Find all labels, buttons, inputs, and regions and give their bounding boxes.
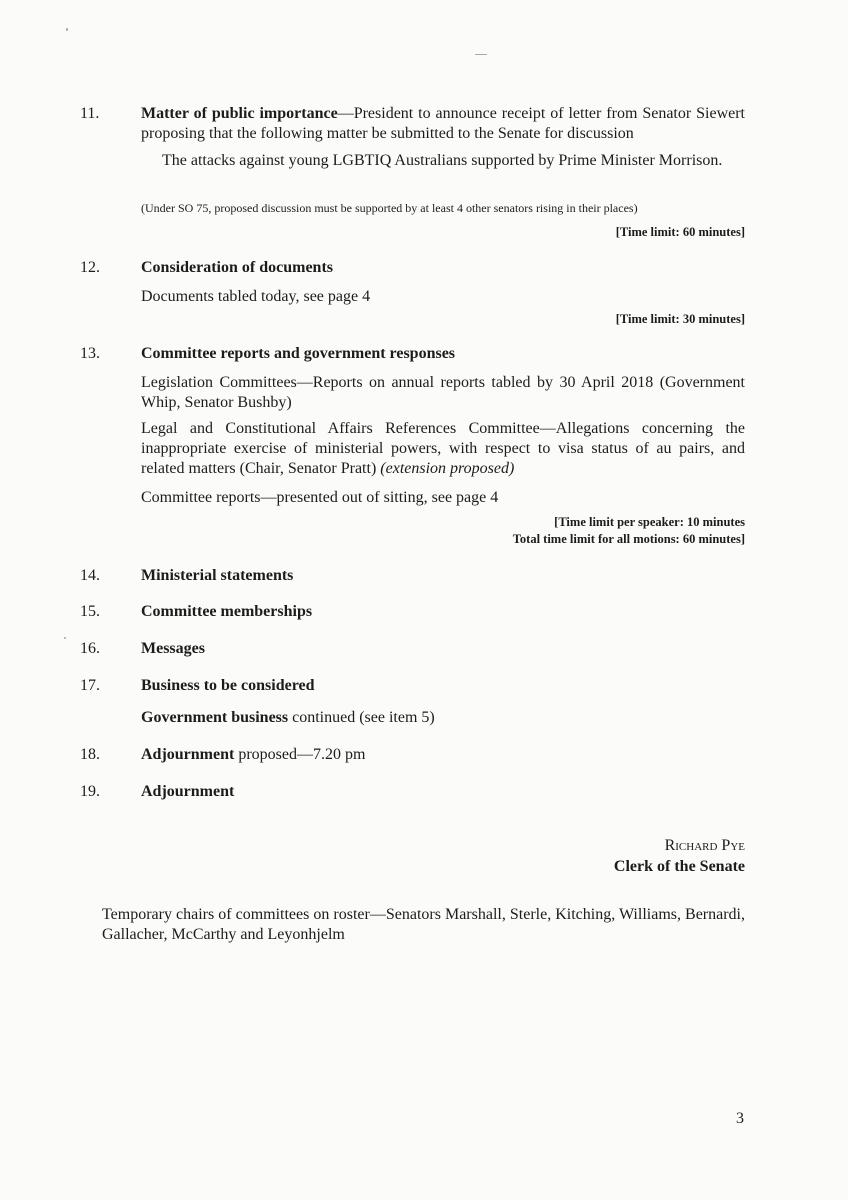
item-heading: Messages <box>141 640 205 657</box>
item-heading: Matter of public importance <box>141 105 338 122</box>
so-note: (Under SO 75, proposed discussion must be supported by at least 4 other senators rising in their places) <box>141 201 638 215</box>
item-number: 16. <box>80 640 100 657</box>
item-heading-rest: —President to announce receipt of letter from Senator Siewert proposing that the following matter be submitted to the Senate for discussion <box>141 105 745 142</box>
item-heading: Adjournment <box>141 783 235 800</box>
scan-speck <box>66 28 68 31</box>
item-heading-rest: proposed—7.20 pm <box>234 746 366 763</box>
scan-speck <box>475 54 487 55</box>
item-number: 14. <box>80 567 100 584</box>
para-italic: (extension proposed) <box>380 460 515 477</box>
signatory-title: Clerk of the Senate <box>613 858 745 875</box>
item-heading: Committee reports and government responses <box>141 345 456 362</box>
time-limit-line-2: Total time limit for all motions: 60 minutes] <box>512 532 745 546</box>
item-18-text <box>141 745 745 765</box>
committee-para-1: Legislation Committees—Reports on annual reports tabled by 30 April 2018 (Government Whip, Senator Bushby) <box>141 374 745 411</box>
item-heading: Consideration of documents <box>141 259 334 276</box>
item-heading: Ministerial statements <box>141 567 294 584</box>
signatory-name: Richard Pye <box>664 837 745 854</box>
item-number: 17. <box>80 677 100 694</box>
scan-speck <box>64 637 66 639</box>
sub-rest: continued (see item 5) <box>288 709 435 726</box>
item-number: 19. <box>80 783 100 800</box>
sub-bold: Government business <box>141 709 289 726</box>
time-limit <box>513 514 745 548</box>
committee-para-3: Committee reports—presented out of sitting, see page 4 <box>141 489 499 506</box>
item-heading: Adjournment <box>141 746 235 763</box>
item-number: 18. <box>80 746 100 763</box>
committee-para-2 <box>141 419 745 479</box>
item-number: 11. <box>80 105 100 122</box>
matter-text: The attacks against young LGBTIQ Australians supported by Prime Minister Morrison. <box>162 152 723 169</box>
item-subline <box>141 708 745 728</box>
roster-note: Temporary chairs of committees on roster—Senators Marshall, Sterle, Kitching, Williams, Bernardi, Gallacher, McCarthy and Leyonhjelm <box>102 906 745 943</box>
item-number: 13. <box>80 345 100 362</box>
time-limit: [Time limit: 30 minutes] <box>615 312 745 326</box>
item-number: 15. <box>80 603 100 620</box>
item-heading: Business to be considered <box>141 677 315 694</box>
time-limit: [Time limit: 60 minutes] <box>615 225 745 239</box>
item-heading: Committee memberships <box>141 603 313 620</box>
item-11-text <box>141 104 745 144</box>
item-number: 12. <box>80 259 100 276</box>
item-line: Documents tabled today, see page 4 <box>141 288 371 305</box>
time-limit-line-1: [Time limit per speaker: 10 minutes <box>554 515 745 529</box>
para-text: Legal and Constitutional Affairs References Committee—Allegations concerning the inappropriate exercise of ministerial powers, with respect to visa status of au pairs, and related matters (Chair, Senator Pratt) <box>141 420 745 477</box>
page-number: 3 <box>736 1110 744 1127</box>
